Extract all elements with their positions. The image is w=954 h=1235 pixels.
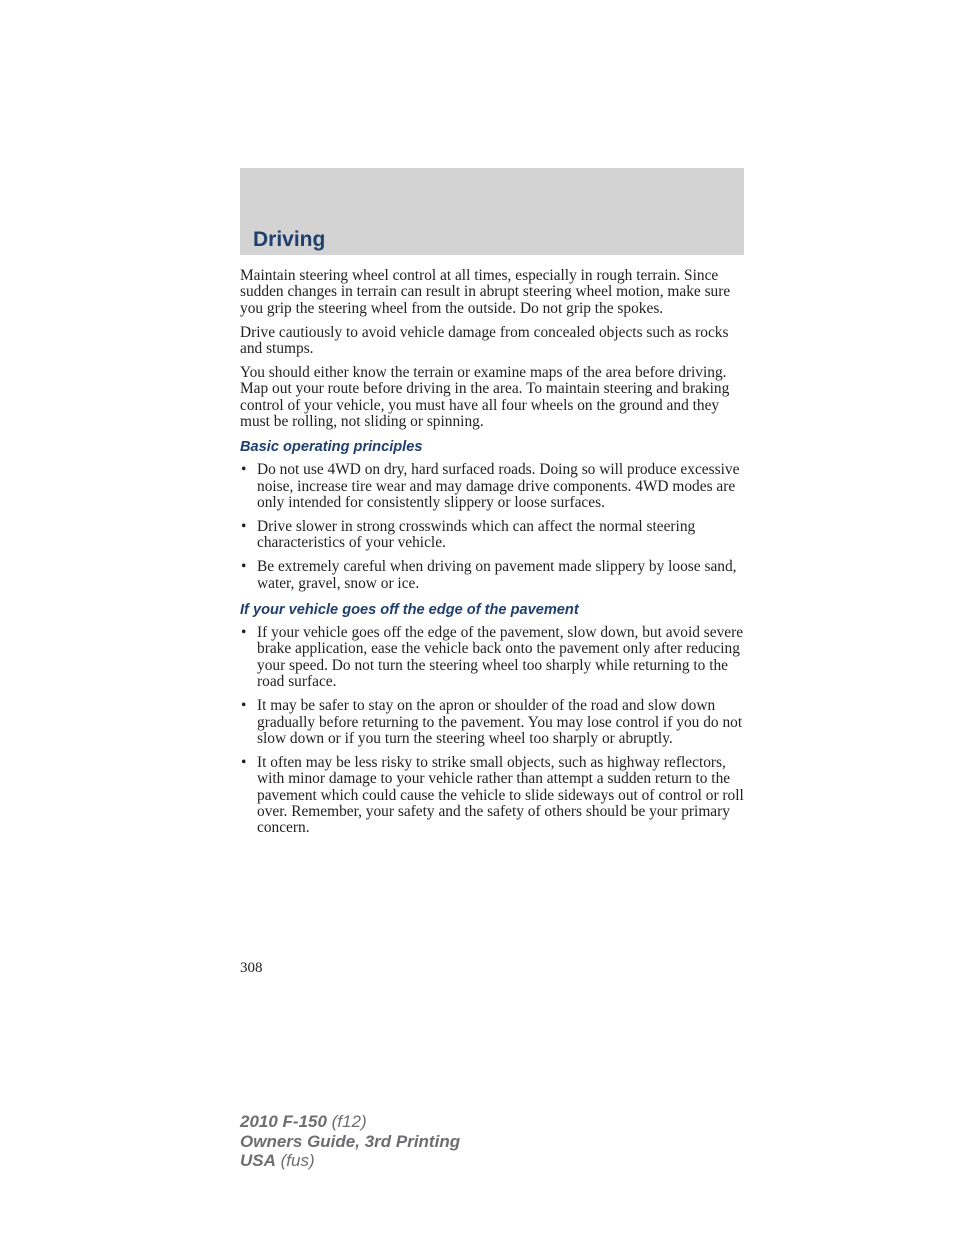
intro-paragraph: Drive cautiously to avoid vehicle damage from concealed objects such as rocks and stumps. bbox=[240, 323, 729, 358]
bullet-icon: • bbox=[241, 517, 247, 535]
bullet-icon: • bbox=[241, 558, 247, 576]
list-item-text: Be extremely careful when driving on pavement made slippery by loose sand, water, gravel, snow or ice. bbox=[257, 558, 737, 592]
bullet-icon: • bbox=[241, 624, 247, 641]
list-item bbox=[240, 625, 745, 691]
list-item-text: If your vehicle goes off the edge of the pavement, slow down, but avoid severe brake application, ease the vehicle back onto the pavement only after reducing your speed. Do not turn the steering wheel too sharply while returning to the road surface. bbox=[257, 624, 744, 691]
bullet-icon: • bbox=[241, 461, 247, 479]
list-item bbox=[240, 698, 745, 747]
subheading-basic-principles: Basic operating principles bbox=[240, 439, 423, 456]
list-item-text: Do not use 4WD on dry, hard surfaced roads. Doing so will produce excessive noise, increase tire wear and may damage drive components. 4WD modes are only intended for consistently slippery or loose surfaces. bbox=[257, 461, 740, 511]
subheading-off-pavement: If your vehicle goes off the edge of the pavement bbox=[240, 602, 579, 618]
intro-paragraph: Maintain steering wheel control at all times, especially in rough terrain. Since sudden changes in terrain can result in abrupt steering wheel motion, make sure you grip the steering wheel from the outside. Do not grip the spokes. bbox=[240, 267, 731, 317]
basic-principles-list bbox=[240, 462, 745, 592]
bullet-icon: • bbox=[241, 753, 247, 771]
footer-region-code: (fus) bbox=[275, 1151, 315, 1170]
list-item-text: It may be safer to stay on the apron or shoulder of the road and slow down gradually before returning to the pavement. You may lose control if you do not slow down or if you turn the steering wheel too sharply or abruptly. bbox=[257, 697, 743, 747]
list-item bbox=[240, 559, 745, 592]
list-item bbox=[240, 462, 745, 511]
list-item bbox=[240, 755, 745, 837]
footer-region: USA bbox=[240, 1151, 276, 1170]
list-item-text: Drive slower in strong crosswinds which can affect the normal steering characteristics of your vehicle. bbox=[257, 517, 696, 552]
footer-line-printing: Owners Guide, 3rd Printing bbox=[240, 1131, 461, 1151]
off-pavement-list bbox=[240, 625, 745, 837]
page-number: 308 bbox=[240, 960, 263, 976]
intro-paragraph: You should either know the terrain or examine maps of the area before driving. Map out your route before driving in the area. To maintain steering and braking control of your vehicle, you must have all four wheels on the ground and they must be rolling, not sliding or spinning. bbox=[240, 364, 730, 431]
footer-line-region bbox=[240, 1151, 460, 1171]
list-item-text: It often may be less risky to strike small objects, such as highway reflectors, with minor damage to your vehicle rather than attempt a sudden return to the pavement which could cause the vehicle to slide sideways out of control or roll over. Remember, your safety and the safety of others should be your primary concern. bbox=[257, 753, 744, 837]
footer-model-code: (f12) bbox=[326, 1112, 367, 1131]
footer-line-model bbox=[240, 1112, 460, 1132]
list-item bbox=[240, 519, 745, 552]
bullet-icon: • bbox=[241, 697, 247, 715]
footer-model: 2010 F-150 bbox=[240, 1112, 327, 1131]
page-content bbox=[240, 268, 745, 846]
document-footer bbox=[240, 1112, 460, 1171]
section-title: Driving bbox=[253, 228, 326, 251]
